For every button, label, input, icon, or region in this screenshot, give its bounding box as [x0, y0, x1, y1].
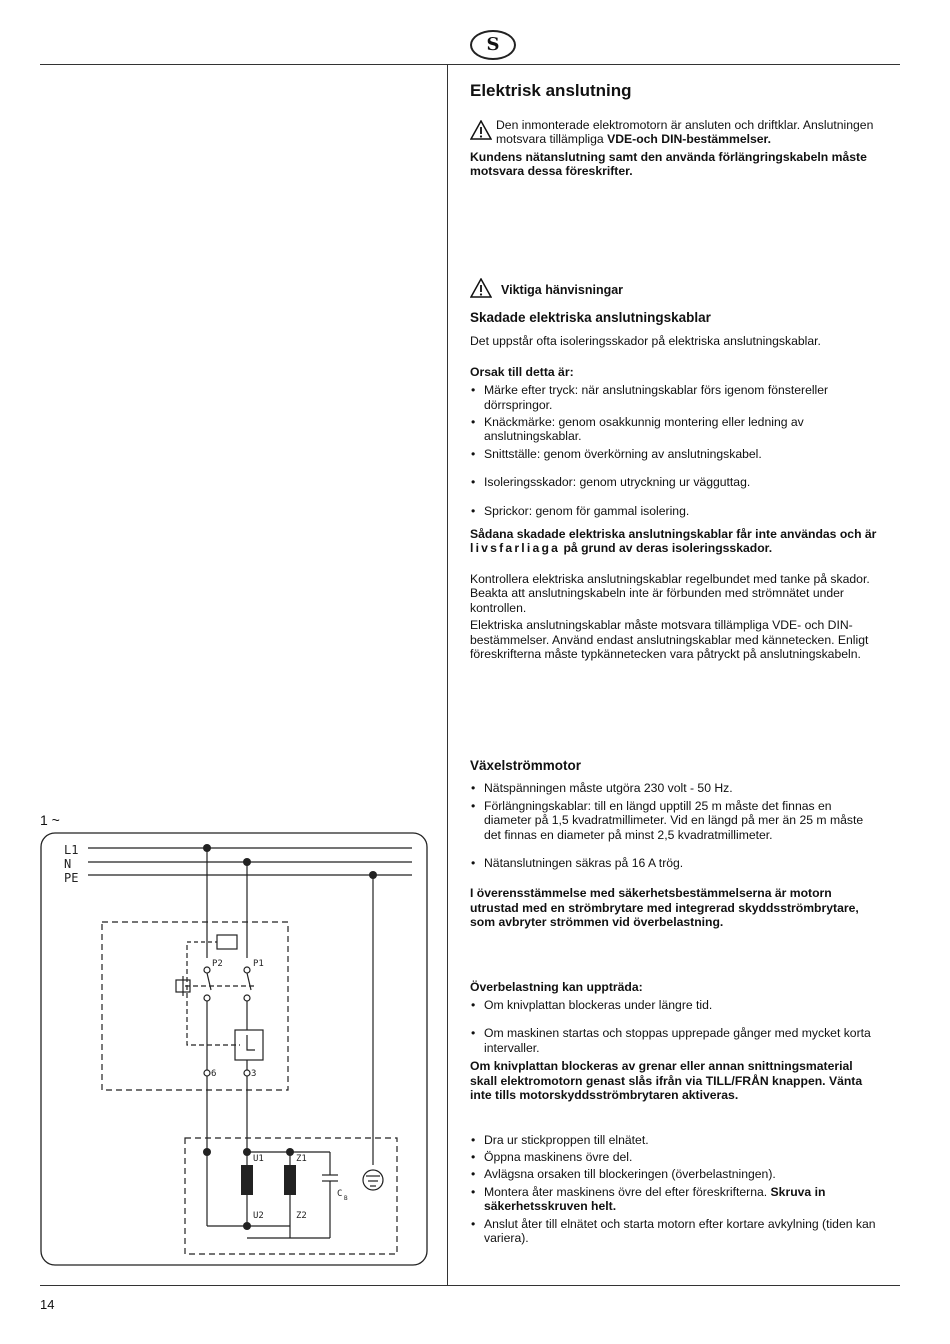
bottom-rule	[40, 1285, 900, 1286]
label-capacitor: C	[337, 1189, 343, 1199]
list-item: • Nätspänningen måste utgöra 230 volt - 50 Hz.	[470, 781, 880, 795]
list-item: • Öppna maskinens övre del.	[470, 1150, 880, 1164]
list-item: • Anslut åter till elnätet och starta motorn efter kortare avkylning (tiden kan variera).	[470, 1217, 880, 1246]
label-U1: U1	[253, 1154, 264, 1164]
label-L1: L1	[64, 843, 79, 857]
steps-list	[470, 1133, 880, 1246]
label-U2: U2	[253, 1211, 264, 1221]
block-warning: Om knivplattan blockeras av grenar eller annan snittningsmaterial skall elektromotorn genast slås ifrån via TILL/FRÅN knappen. Vänta inte tills motorskyddsströmbrytaren aktiveras.	[470, 1059, 863, 1103]
list-item: • Om maskinen startas och stoppas upprepade gånger med mycket korta intervaller.	[470, 1026, 880, 1055]
intro-bold: VDE-och DIN-bestämmelser.	[607, 132, 771, 147]
cause-title: Orsak till detta är:	[470, 364, 574, 379]
warning-text: Sådana skadade elektriska anslutningskablar får inte användas och är livsfarliaga på grund av deras isoleringsskador.	[470, 527, 877, 556]
list-item: • Isoleringsskador: genom utryckning ur vägguttag.	[470, 475, 880, 489]
top-rule	[40, 64, 900, 65]
overload-list	[470, 998, 880, 1055]
list-item: • Om knivplattan blockeras under längre tid.	[470, 998, 880, 1012]
label-N: N	[64, 857, 72, 871]
warning-icon	[470, 120, 492, 140]
column-divider	[447, 64, 448, 1286]
figure-label: 1 ~	[40, 812, 60, 828]
overload-title: Överbelastning kan uppträda:	[470, 979, 643, 994]
list-item: • Dra ur stickproppen till elnätet.	[470, 1133, 880, 1147]
label-P1: P1	[253, 959, 264, 969]
section-title: Elektrisk anslutning	[470, 81, 632, 100]
label-P2: P2	[212, 959, 223, 969]
language-badge: S	[470, 30, 516, 60]
section-electrical	[470, 81, 880, 100]
label-capacitor-sub: B	[344, 1195, 348, 1202]
para-check: Kontrollera elektriska anslutningskablar regelbundet med tanke på skador. Beakta att anslutningskabeln inte är förbunden med strömnätet under kontrollen.	[470, 571, 870, 615]
para-standards: Elektriska anslutningskablar måste motsvara tillämpliga VDE- och DIN-bestämmelser. Använd endast anslutningskablar med kännetecken. Enligt föreskrifterna måste typkännetecken vara påtryckt på anslutningskabeln.	[470, 618, 869, 661]
list-item: • Montera åter maskinens övre del efter föreskrifterna. Skruva in säkerhetsskruven helt.	[470, 1185, 880, 1214]
safety-text: I överensstämmelse med säkerhetsbestämmelserna är motorn utrustad med en strömbrytare med integrerad skyddsströmbrytare, som avbryter strömmen vid överbelastning.	[470, 886, 859, 930]
intro-text	[496, 118, 880, 147]
label-3: 3	[251, 1069, 257, 1079]
list-item: • Märke efter tryck: när anslutningskablar förs igenom fönstereller dörrspringor.	[470, 383, 880, 412]
list-item: • Avlägsna orsaken till blockeringen (överbelastningen).	[470, 1167, 880, 1181]
important-title-block	[501, 283, 911, 297]
list-item: • Nätanslutningen säkras på 16 A trög.	[470, 856, 880, 870]
cause-list	[470, 383, 880, 518]
label-6: 6	[211, 1069, 217, 1079]
motor-section	[470, 759, 880, 1248]
important-subtitle: Skadade elektriska anslutningskablar	[470, 310, 711, 325]
motor-list	[470, 781, 880, 870]
motor-title: Växelströmmotor	[470, 758, 582, 773]
page-number: 14	[40, 1297, 55, 1312]
list-item: • Förlängningskablar: till en längd upptill 25 m måste det finnas en diameter på 1,5 kvadratmillimeter. Vid en längd på mer än 25 m måste det finnas en diameter på minst 2,5 kvadratmillimeter.	[470, 799, 880, 842]
list-item: • Snittställe: genom överkörning av anslutningskabel.	[470, 447, 880, 461]
warning-icon	[470, 278, 492, 298]
important-section	[470, 311, 880, 661]
list-item: • Sprickor: genom för gammal isolering.	[470, 504, 880, 518]
list-item: • Knäckmärke: genom osakkunnig montering eller ledning av anslutningskablar.	[470, 415, 880, 444]
important-title: Viktiga hänvisningar	[501, 283, 624, 297]
wiring-diagram	[40, 830, 430, 1270]
label-PE: PE	[64, 871, 79, 885]
label-Z2: Z2	[296, 1211, 307, 1221]
intro-bold-paragraph: Kundens nätanslutning samt den använda förlängringskabeln måste motsvara dessa föreskrifter.	[470, 150, 867, 179]
label-Z1: Z1	[296, 1154, 307, 1164]
intro-normal: Den inmonterade elektromotorn är ansluten och driftklar. Anslutningen motsvara tillämpliga	[496, 118, 874, 147]
important-text: Det uppstår ofta isoleringsskador på elektriska anslutningskablar.	[470, 334, 821, 349]
